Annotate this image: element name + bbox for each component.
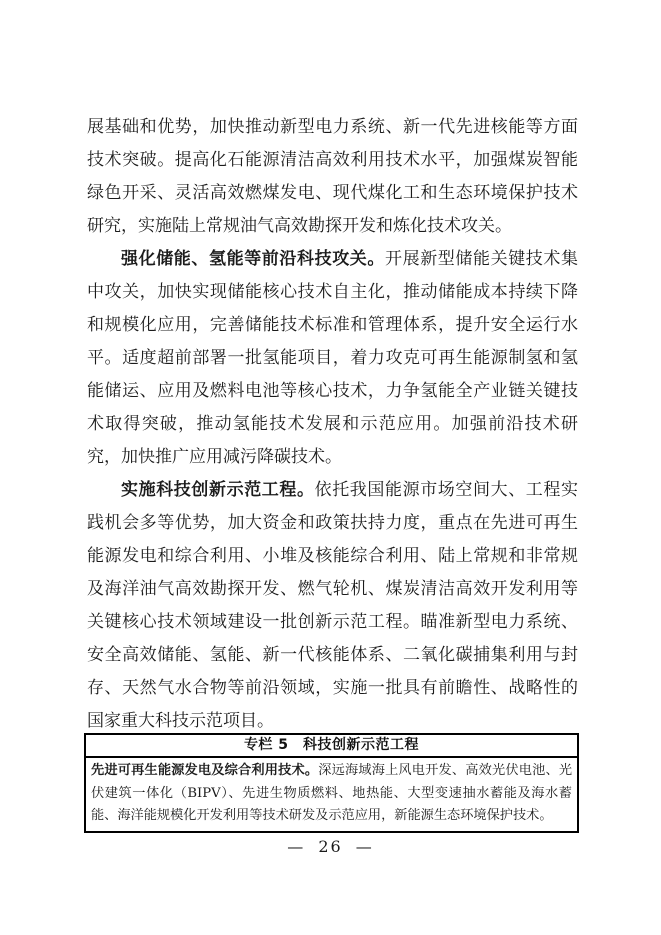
text-line	[87, 144, 578, 177]
body-text: 践机会多等优势，加大资金和政策扶持力度，重点在先进可再生	[87, 513, 578, 533]
text-line	[87, 540, 578, 573]
box-body-text	[86, 758, 577, 831]
body-text: 关键核心技术领域建设一批创新示范工程。瞄准新型电力系统、	[87, 612, 578, 632]
text-line	[87, 309, 578, 342]
body-text: 能源发电和综合利用、小堆及核能综合利用、陆上常规和非常规	[87, 546, 578, 566]
text-line	[87, 276, 578, 309]
text-line	[87, 408, 578, 441]
body-text: 深远海域海上风电开发、高效光伏电池、光	[318, 763, 573, 778]
body-text: 及海洋油气高效勘探开发、燃气轮机、煤炭清洁高效开发利用等	[87, 579, 578, 599]
text-line	[87, 573, 578, 606]
page-body-text	[87, 111, 578, 738]
text-line	[87, 474, 578, 507]
text-line	[87, 507, 578, 540]
bold-lead-text: 先进可再生能源发电及综合利用技术。	[91, 763, 319, 778]
text-line	[87, 111, 578, 144]
body-text: 绿色开采、灵活高效燃煤发电、现代煤化工和生态环境保护技术	[87, 183, 578, 203]
body-text: 技术突破。提高化石能源清洁高效利用技术水平，加强煤炭智能	[87, 150, 578, 170]
text-line	[87, 243, 578, 276]
text-line	[87, 441, 578, 474]
text-line	[87, 177, 578, 210]
text-line	[87, 210, 578, 243]
page-number: — 26 —	[287, 837, 374, 856]
text-line	[91, 805, 572, 828]
body-text: 术取得突破，推动氢能技术发展和示范应用。加强前沿技术研	[87, 414, 578, 434]
body-text: 依托我国能源市场空间大、工程实	[314, 480, 579, 500]
body-text: 平。适度超前部署一批氢能项目，着力攻克可再生能源制氢和氢	[87, 348, 578, 368]
body-text: 能储运、应用及燃料电池等核心技术，力争氢能全产业链关键技	[87, 381, 578, 401]
body-text: 中攻关，加快实现储能核心技术自主化，推动储能成本持续下降	[87, 282, 578, 302]
body-text: 开展新型储能关键技术集	[385, 249, 578, 269]
text-line	[91, 760, 572, 783]
text-line	[91, 783, 572, 806]
bold-lead-text: 实施科技创新示范工程。	[121, 480, 315, 500]
body-text: 能、海洋能规模化开发利用等技术研发及示范应用，新能源生态环境保护技术。	[91, 808, 553, 823]
bold-lead-text: 强化储能、氢能等前沿科技攻关。	[121, 249, 385, 269]
body-text: 研究，实施陆上常规油气高效勘探开发和炼化技术攻关。	[87, 216, 512, 236]
text-line	[87, 342, 578, 375]
body-text: 究，加快推广应用减污降碳技术。	[87, 447, 342, 467]
text-line	[87, 672, 578, 705]
body-text: 国家重大科技示范项目。	[87, 711, 274, 731]
body-text: 展基础和优势，加快推动新型电力系统、新一代先进核能等方面	[87, 117, 578, 137]
box-title: 专栏 5 科技创新示范工程	[86, 735, 577, 758]
text-line	[87, 375, 578, 408]
special-column-box	[84, 733, 579, 833]
body-text: 安全高效储能、氢能、新一代核能体系、二氧化碳捕集利用与封	[87, 645, 578, 665]
body-text: 和规模化应用，完善储能技术标准和管理体系，提升安全运行水	[87, 315, 578, 335]
body-text: 伏建筑一体化（BIPV）、先进生物质燃料、地热能、大型变速抽水蓄能及海水蓄	[91, 785, 572, 801]
body-text: 存、天然气水合物等前沿领域，实施一批具有前瞻性、战略性的	[87, 678, 578, 698]
text-line	[87, 639, 578, 672]
text-line	[87, 606, 578, 639]
